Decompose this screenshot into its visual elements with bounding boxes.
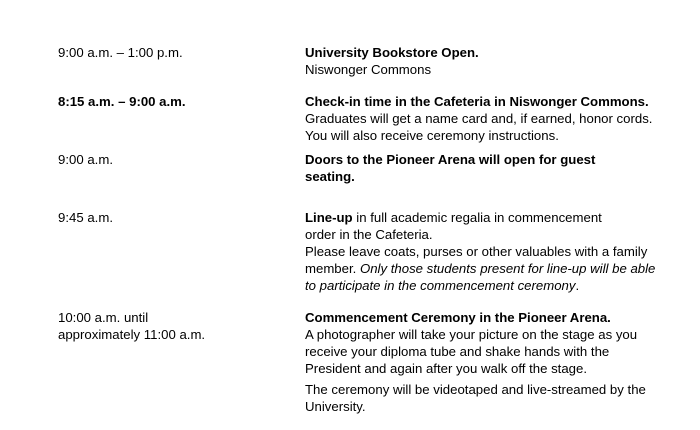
entry-title: seating. xyxy=(305,169,355,184)
entry-text: Please leave coats, purses or other valuables with a family xyxy=(305,244,648,259)
entry-title: Commencement Ceremony in the Pioneer Arena. xyxy=(305,310,611,325)
entry-text: member. xyxy=(305,261,360,276)
time-bookstore: 9:00 a.m. – 1:00 p.m. xyxy=(58,45,183,60)
entry-doors-open xyxy=(305,151,665,185)
entry-title: Doors to the Pioneer Arena will open for guest xyxy=(305,152,596,167)
entry-text: Graduates will get a name card and, if earned, honor cords. xyxy=(305,111,653,126)
entry-ceremony xyxy=(305,309,665,377)
entry-text: A photographer will take your picture on the stage as you xyxy=(305,327,638,342)
entry-text: in full academic regalia in commencement xyxy=(352,210,602,225)
time-doors-open: 9:00 a.m. xyxy=(58,152,113,167)
entry-text: You will also receive ceremony instructions. xyxy=(305,128,559,143)
entry-line-up xyxy=(305,209,665,294)
entry-title: Line-up xyxy=(305,210,353,225)
entry-ceremony-note xyxy=(305,381,665,415)
entry-line xyxy=(305,260,665,277)
entry-line xyxy=(305,209,665,226)
entry-title: Check-in time in the Cafeteria in Niswonger Commons. xyxy=(305,94,649,109)
entry-bookstore xyxy=(305,44,665,78)
entry-text: receive your diploma tube and shake hands with the xyxy=(305,344,610,359)
entry-text: President and again after you walk off the stage. xyxy=(305,361,588,376)
time-ceremony xyxy=(58,309,205,343)
entry-check-in xyxy=(305,93,665,144)
time-line: approximately 11:00 a.m. xyxy=(58,327,206,342)
time-check-in: 8:15 a.m. – 9:00 a.m. xyxy=(58,94,186,109)
entry-title: University Bookstore Open. xyxy=(305,45,479,60)
entry-text: order in the Cafeteria. xyxy=(305,227,433,242)
entry-text: Niswonger Commons xyxy=(305,62,432,77)
entry-note-italic: Only those students present for line-up will be able xyxy=(359,261,656,276)
entry-text: The ceremony will be videotaped and live-streamed by the xyxy=(305,382,646,397)
entry-text: . xyxy=(575,278,580,293)
entry-line xyxy=(305,277,665,294)
entry-text: University. xyxy=(305,399,366,414)
time-line-up: 9:45 a.m. xyxy=(58,210,113,225)
entry-note-italic: to participate in the commencement ceremony xyxy=(305,278,576,293)
time-line: 10:00 a.m. until xyxy=(58,310,149,325)
